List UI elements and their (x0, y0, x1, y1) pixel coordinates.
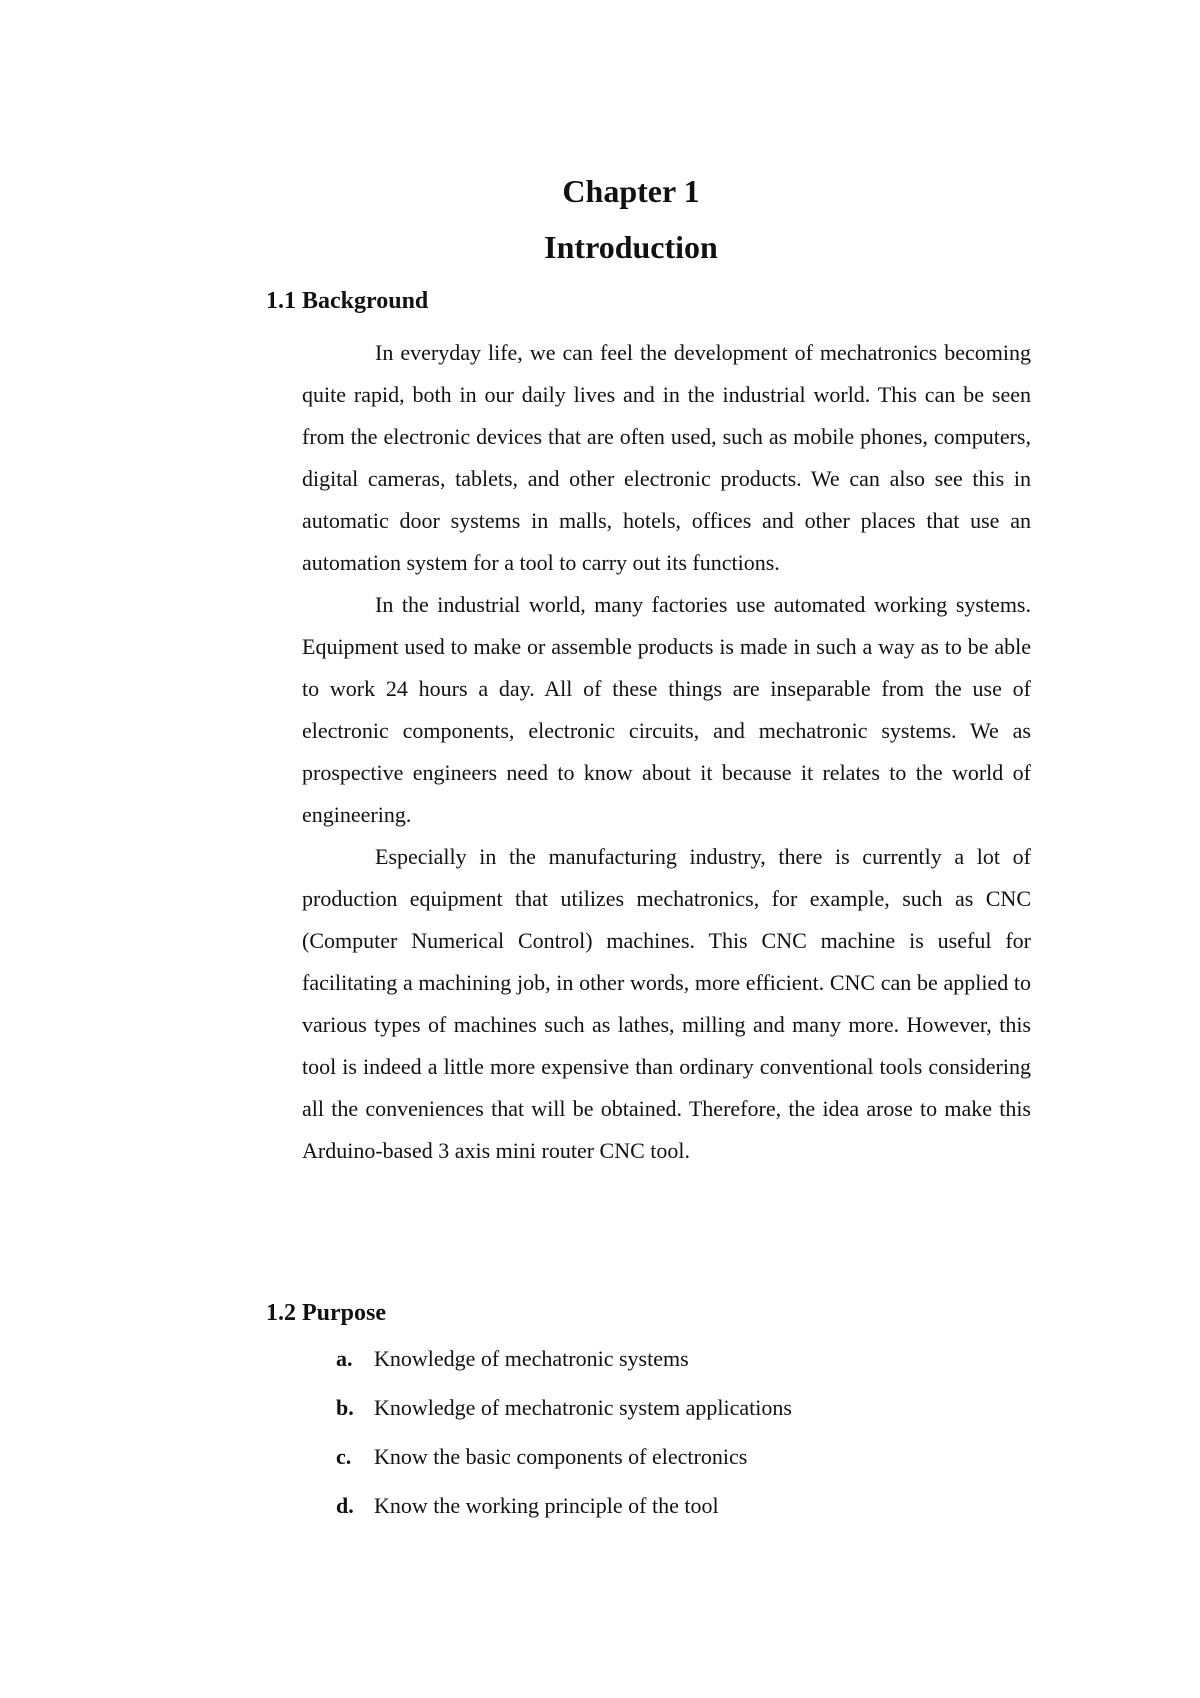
purpose-list-item (336, 1393, 792, 1442)
background-paragraph-1: In everyday life, we can feel the development of mechatronics becoming quite rapid, both in our daily lives and in the industrial world. This can be seen from the electronic devices that are often used, such as mobile phones, computers, digital cameras, tablets, and other electronic products. We can also see this in automatic door systems in malls, hotels, offices and other places that use an automation system for a tool to carry out its functions. (302, 340, 1031, 575)
purpose-list-item (336, 1442, 792, 1491)
list-marker: b. (336, 1395, 354, 1420)
list-item-text: Know the working principle of the tool (374, 1493, 719, 1518)
list-marker: d. (336, 1493, 354, 1518)
chapter-number: Chapter 1 (562, 173, 700, 209)
list-marker: a. (336, 1346, 353, 1371)
background-body (302, 332, 1031, 1172)
purpose-list-item (336, 1491, 792, 1540)
chapter-title: Introduction (544, 229, 718, 265)
section-heading-purpose: 1.2 Purpose (266, 1300, 386, 1326)
background-paragraph-3: Especially in the manufacturing industry, there is currently a lot of production equipment that utilizes mechatronics, for example, such as CNC (Computer Numerical Control) machines. This CNC machine is useful for facilitating a machining job, in other words, more efficient. CNC can be applied to various types of machines such as lathes, milling and many more. However, this tool is indeed a little more expensive than ordinary conventional tools considering all the conveniences that will be obtained. Therefore, the idea arose to make this Arduino-based 3 axis mini router CNC tool. (302, 844, 1031, 1163)
purpose-list (336, 1344, 792, 1540)
section-heading-background: 1.1 Background (266, 288, 429, 314)
background-paragraph-2: In the industrial world, many factories use automated working systems. Equipment used to make or assemble products is made in such a way as to be able to work 24 hours a day. All of these things are inseparable from the use of electronic components, electronic circuits, and mechatronic systems. We as prospective engineers need to know about it because it relates to the world of engineering. (302, 592, 1031, 827)
list-item-text: Knowledge of mechatronic system applications (374, 1395, 792, 1420)
list-item-text: Know the basic components of electronics (374, 1444, 748, 1469)
purpose-list-item (336, 1344, 792, 1393)
list-marker: c. (336, 1444, 352, 1469)
list-item-text: Knowledge of mechatronic systems (374, 1346, 689, 1371)
